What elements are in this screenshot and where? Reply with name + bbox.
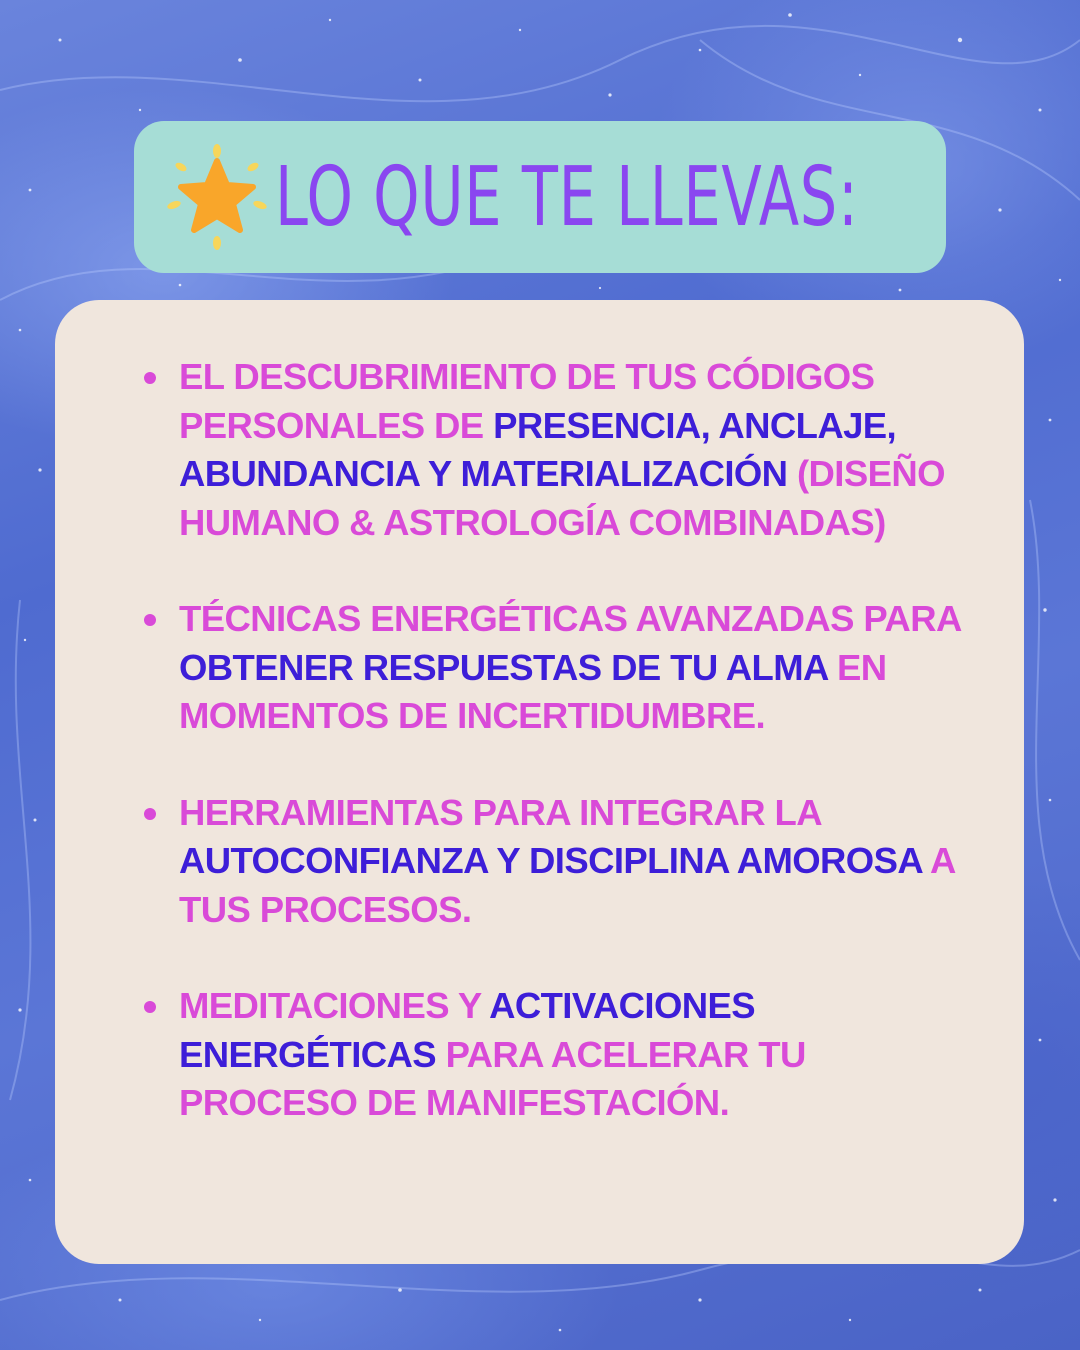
list-item: MEDITACIONES Y ACTIVACIONES ENERGÉTICAS PARA ACELERAR TU PROCESO DE MANIFESTACIÓN. bbox=[179, 982, 969, 1128]
list-item: EL DESCUBRIMIENTO DE TUS CÓDIGOS PERSONALES DE PRESENCIA, ANCLAJE, ABUNDANCIA Y MATERIALIZACIÓN (DISEÑO HUMANO & ASTROLOGÍA COMBINADAS) bbox=[179, 353, 969, 547]
page-title: LO QUE TE LLEVAS: bbox=[275, 149, 859, 245]
bullet-icon bbox=[144, 1001, 156, 1013]
list-item: HERRAMIENTAS PARA INTEGRAR LA AUTOCONFIANZA Y DISCIPLINA AMOROSA A TUS PROCESOS. bbox=[179, 789, 969, 935]
content-card bbox=[55, 300, 1024, 1264]
benefits-list bbox=[179, 353, 969, 1128]
list-item: TÉCNICAS ENERGÉTICAS AVANZADAS PARA OBTENER RESPUESTAS DE TU ALMA EN MOMENTOS DE INCERTIDUMBRE. bbox=[179, 595, 969, 741]
bullet-icon bbox=[144, 614, 156, 626]
bullet-icon bbox=[144, 372, 156, 384]
bullet-icon bbox=[144, 808, 156, 820]
title-banner bbox=[134, 121, 946, 273]
glowing-star-icon bbox=[165, 143, 269, 251]
